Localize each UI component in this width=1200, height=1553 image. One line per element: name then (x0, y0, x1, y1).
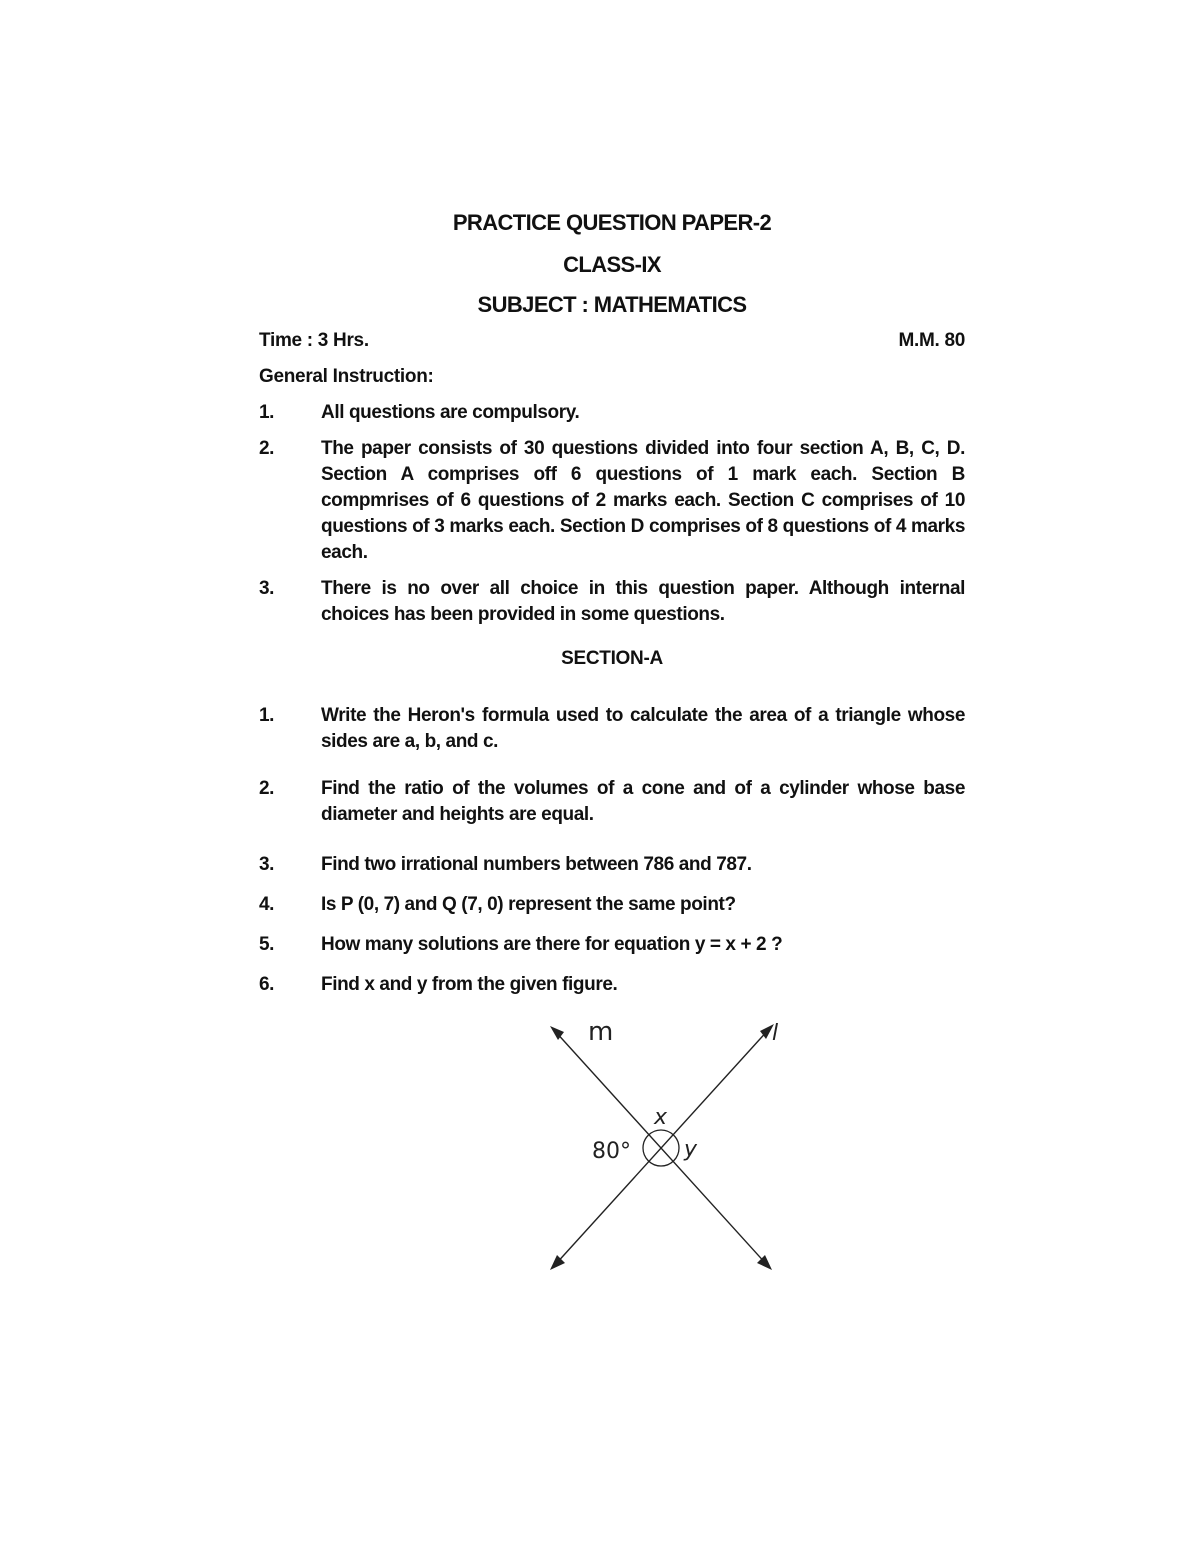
question-number: 3. (259, 854, 275, 875)
question-text: How many solutions are there for equation y = x + 2 ? (321, 934, 783, 955)
question-number: 5. (259, 934, 275, 955)
instruction-text: All questions are compulsory. (321, 402, 580, 423)
question-text: Write the Heron's formula used to calculate the area of a triangle whose sides are a, b, and c. (321, 705, 965, 752)
intersecting-lines-figure (540, 1010, 790, 1280)
time-allowed: Time : 3 Hrs. (259, 330, 369, 351)
question-text: Is P (0, 7) and Q (7, 0) represent the same point? (321, 894, 736, 915)
instruction-text: There is no over all choice in this question paper. Although internal choices has been provided in some questions. (321, 578, 965, 625)
instructions-title: General Instruction: (259, 366, 434, 387)
instruction-number: 3. (259, 578, 275, 599)
angle-given-label: 80° (592, 1139, 631, 1164)
question-number: 6. (259, 974, 275, 995)
question-text: Find the ratio of the volumes of a cone and of a cylinder whose base diameter and heights are equal. (321, 778, 965, 825)
instruction-number: 2. (259, 438, 275, 459)
line-m-label: m (588, 1017, 614, 1047)
question-text: Find two irrational numbers between 786 and 787. (321, 854, 752, 875)
subject-line: SUBJECT : MATHEMATICS (477, 292, 747, 317)
angle-x-label: x (654, 1105, 668, 1130)
paper-meta (259, 330, 965, 352)
line-l-label: l (772, 1021, 779, 1046)
maximum-marks: M.M. 80 (898, 330, 965, 351)
question-number: 4. (259, 894, 275, 915)
class-line: CLASS-IX (563, 252, 661, 277)
angle-y-label: y (684, 1137, 698, 1162)
paper-title: PRACTICE QUESTION PAPER-2 (452, 210, 772, 235)
instruction-number: 1. (259, 402, 275, 423)
instruction-text: The paper consists of 30 questions divided into four section A, B, C, D. Section A comprises off 6 questions of 1 mark each. Section B compmrises of 6 questions of 2 marks each. Section C comprises of 10 questions of 3 marks each. Section D comprises of 8 questions of 4 marks each. (321, 438, 965, 563)
question-text: Find x and y from the given figure. (321, 974, 618, 995)
section-a-title: SECTION-A (561, 648, 663, 669)
question-number: 2. (259, 778, 275, 799)
question-number: 1. (259, 705, 275, 726)
line-l (554, 1028, 770, 1266)
